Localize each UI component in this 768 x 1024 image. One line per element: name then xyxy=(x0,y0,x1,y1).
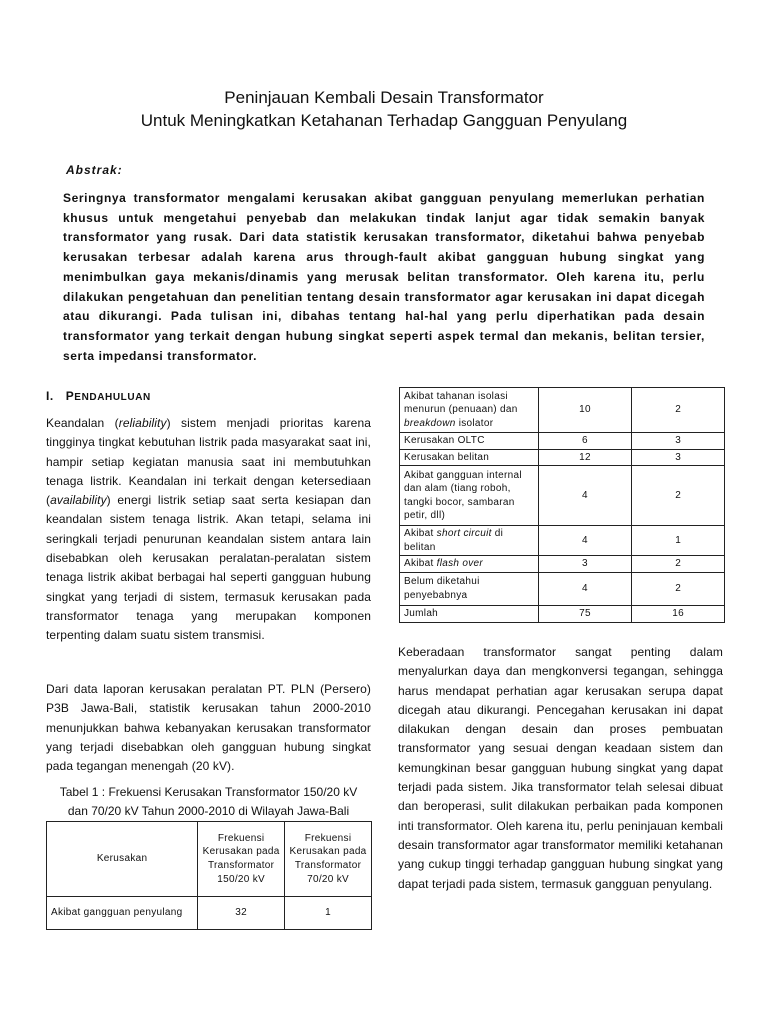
header-freq-150-20kv: Frekuensi Kerusakan pada Transformator 150/20 kV xyxy=(198,822,285,897)
table-row xyxy=(400,466,725,526)
value-150-cell: 4 xyxy=(538,466,632,526)
value-150-cell: 32 xyxy=(198,897,285,930)
table-row xyxy=(400,449,725,466)
table-row xyxy=(400,388,725,433)
text-run: Keandalan ( xyxy=(46,416,119,430)
section-heading xyxy=(46,389,151,403)
damage-frequency-table-part-2 xyxy=(399,387,725,623)
table-caption-line-1: Tabel 1 : Frekuensi Kerusakan Transformator 150/20 kV xyxy=(59,785,358,799)
intro-paragraph-1 xyxy=(46,414,371,646)
cause-cell xyxy=(400,526,539,556)
total-label-cell: Jumlah xyxy=(400,605,539,622)
total-70-cell: 16 xyxy=(632,605,725,622)
italic-term: availability xyxy=(50,493,107,508)
table-caption-line-2: dan 70/20 kV Tahun 2000-2010 di Wilayah Jawa-Bali xyxy=(67,804,350,818)
abstract-label: Abstrak: xyxy=(66,163,123,177)
text-run: di belitan xyxy=(404,528,504,553)
paper-title xyxy=(0,86,768,132)
table-row xyxy=(400,526,725,556)
cause-cell: Kerusakan OLTC xyxy=(400,433,539,450)
value-70-cell: 3 xyxy=(632,449,725,466)
table-row xyxy=(400,556,725,573)
text-run: Akibat xyxy=(404,558,437,570)
value-150-cell: 10 xyxy=(538,388,632,433)
text-run: Akibat xyxy=(404,528,437,540)
right-column-paragraph: Keberadaan transformator sangat penting dalam menyalurkan daya dan mengkonversi tegangan, sehingga harus mendapat perhatian agar kerusakan serupa dapat dicegah atau dikurangi. Pencegahan kerusakan ini dapat dilakukan dengan desain dan proses pembuatan transformator yang sesuai dengan keadaan sistem dan kemungkinan besar gangguan hubung singkat yang dapat terjadi pada sistem. Jika transformator telah selesai dibuat dan beroperasi, sulit dilakukan perbaikan pada komponen inti transformator. Oleh karena itu, perlu peninjauan kembali desain transformator agar transformator memiliki ketahanan yang cukup tinggi terhadap gangguan hubung singkat yang dapat terjadi pada sistem, termasuk gangguan penyulang. xyxy=(398,645,723,891)
cause-cell xyxy=(400,388,539,433)
text-run: isolator xyxy=(455,417,494,429)
value-150-cell: 6 xyxy=(538,433,632,450)
cause-cell: Belum diketahui penyebabnya xyxy=(400,572,539,605)
value-70-cell: 3 xyxy=(632,433,725,450)
cause-cell: Akibat gangguan penyulang xyxy=(47,897,198,930)
italic-term: reliability xyxy=(118,416,167,430)
total-150-cell: 75 xyxy=(538,605,632,622)
value-150-cell: 4 xyxy=(538,526,632,556)
title-line-2: Untuk Meningkatkan Ketahanan Terhadap Gangguan Penyulang xyxy=(140,111,628,130)
italic-term: breakdown xyxy=(404,417,456,429)
table-row xyxy=(47,897,372,930)
damage-frequency-table-part-1 xyxy=(46,821,372,930)
cause-cell: Akibat gangguan internal dan alam (tiang roboh, tangki bocor, sambaran petir, dll) xyxy=(400,466,539,526)
value-150-cell: 4 xyxy=(538,572,632,605)
intro-paragraph-2: Dari data laporan kerusakan peralatan PT. PLN (Persero) P3B Jawa-Bali, statistik kerusakan tahun 2000-2010 menunjukkan bahwa kebanyakan kerusakan transformator yang terjadi disebabkan oleh gangguan hubung singkat pada tegangan menengah (20 kV). xyxy=(46,682,371,774)
text-run: ) energi listrik setiap saat serta kesiapan dan keandalan sistem tenaga listrik. Akan tetapi, selama ini seringkali terjadi penurunan keandalan sistem antara lain disebabkan oleh kerusakan peralatan-peralatan sistem tenaga listrik akibat berbagai hal seperti gangguan hubung singkat yang terjadi di sistem, termasuk kerusakan pada transformator tenaga yang merupakan komponen terpenting dalam suatu sistem transmisi. xyxy=(46,493,371,643)
header-freq-70-20kv: Frekuensi Kerusakan pada Transformator 70/20 kV xyxy=(285,822,372,897)
abstract-text: Seringnya transformator mengalami kerusakan akibat gangguan penyulang memerlukan perhatian khusus untuk mengetahui penyebab dan melakukan tindak lanjut agar tidak semakin banyak transformator yang rusak. Dari data statistik kerusakan transformator, diketahui bahwa penyebab kerusakan terbesar adalah karena arus through-fault akibat gangguan hubung singkat yang menimbulkan gaya mekanis/dinamis yang merusak belitan transformator. Oleh karena itu, perlu dilakukan pengetahuan dan penelitian tentang desain transformator agar kerusakan ini dapat dicegah atau dikurangi. Pada tulisan ini, dibahas tentang hal-hal yang perlu diperhatikan pada desain transformator yang terkait dengan hubung singkat seperti aspek termal dan mekanis, belitan tersier, serta impedansi transformator. xyxy=(63,191,705,363)
section-number: I. xyxy=(46,389,54,403)
table-total-row xyxy=(400,605,725,622)
section-title-initial: P xyxy=(65,389,75,403)
text-run: Akibat tahanan isolasi menurun (penuaan) dan xyxy=(404,390,518,416)
value-70-cell: 2 xyxy=(632,572,725,605)
table-row xyxy=(400,572,725,605)
value-70-cell: 2 xyxy=(632,388,725,433)
table-header-row xyxy=(47,822,372,897)
title-line-1: Peninjauan Kembali Desain Transformator xyxy=(224,88,544,107)
value-70-cell: 2 xyxy=(632,556,725,573)
value-70-cell: 2 xyxy=(632,466,725,526)
value-70-cell: 1 xyxy=(285,897,372,930)
cause-cell: Kerusakan belitan xyxy=(400,449,539,466)
value-70-cell: 1 xyxy=(632,526,725,556)
cause-cell xyxy=(400,556,539,573)
value-150-cell: 12 xyxy=(538,449,632,466)
section-title-rest: ENDAHULUAN xyxy=(74,392,151,403)
italic-term: short circuit xyxy=(436,528,492,540)
value-150-cell: 3 xyxy=(538,556,632,573)
table-row xyxy=(400,433,725,450)
table-caption xyxy=(46,783,371,821)
text-run: ) sistem menjadi prioritas karena tingginya tingkat kebutuhan listrik pada masyarakat saat ini, hampir setiap kegiatan manusia saat ini membutuhkan tenaga listrik. Keandalan ini terkait dengan ketersediaan ( xyxy=(46,416,371,508)
header-kerusakan: Kerusakan xyxy=(47,822,198,897)
italic-term: flash over xyxy=(436,558,484,570)
